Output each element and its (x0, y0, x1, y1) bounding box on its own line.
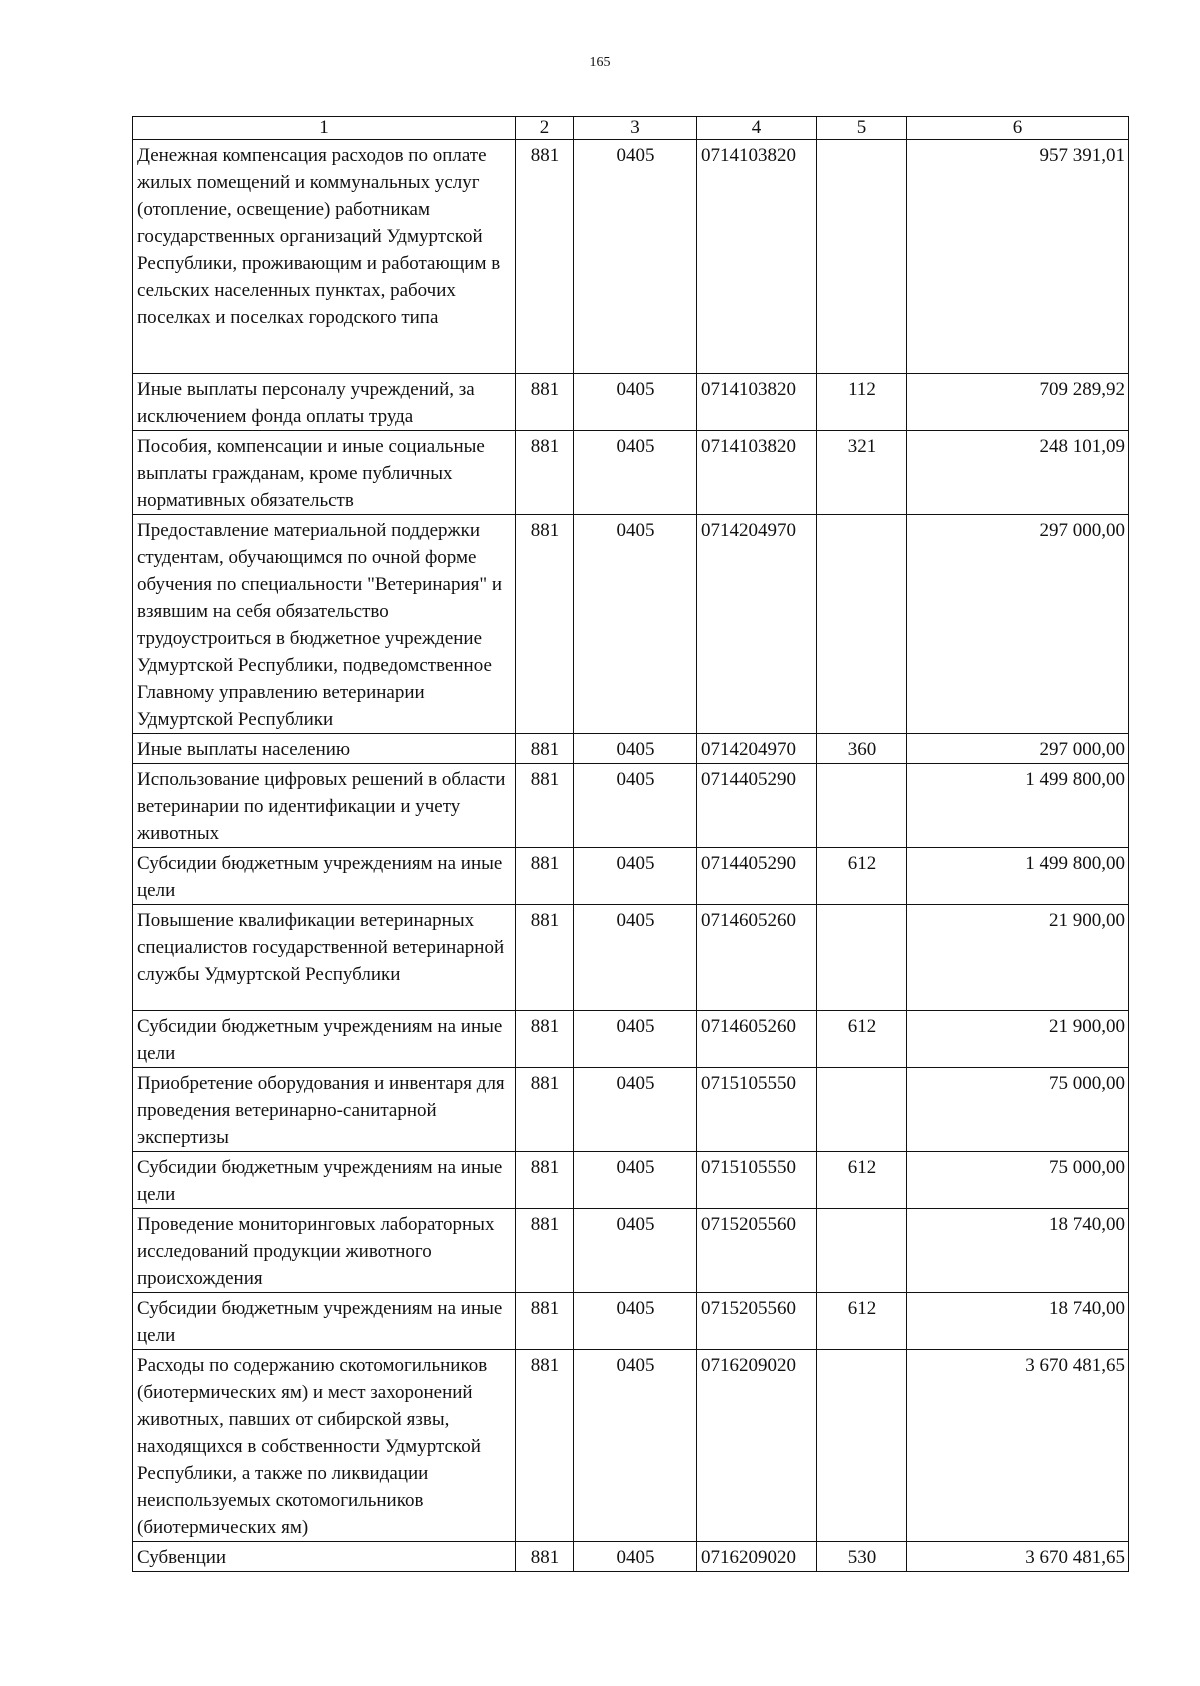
section-code: 0405 (574, 905, 697, 1011)
expense-name: Приобретение оборудования и инвентаря для проведения ветеринарно-санитарной экспертизы (133, 1068, 516, 1152)
amount: 248 101,09 (907, 431, 1129, 515)
target-code: 0716209020 (697, 1350, 817, 1542)
target-code: 0714605260 (697, 1011, 817, 1068)
table-row (133, 374, 1129, 431)
target-code: 0715105550 (697, 1068, 817, 1152)
section-code: 0405 (574, 1293, 697, 1350)
table-row (133, 1293, 1129, 1350)
expense-type-code (817, 1068, 907, 1152)
expense-name: Денежная компенсация расходов по оплате жилых помещений и коммунальных услуг (отопление, освещение) работникам государственных организаций Удмуртской Республики, проживающим и работающим в сельских населенных пунктах, рабочих поселках и поселках городского типа (133, 140, 516, 374)
amount: 297 000,00 (907, 515, 1129, 734)
section-code: 0405 (574, 1068, 697, 1152)
section-code: 0405 (574, 1209, 697, 1293)
admin-code: 881 (516, 1350, 574, 1542)
column-header: 2 (516, 117, 574, 140)
column-header: 3 (574, 117, 697, 140)
expense-name: Предоставление материальной поддержки студентам, обучающимся по очной форме обучения по специальности "Ветеринария" и взявшим на себя обязательство трудоустроиться в бюджетное учреждение Удмуртской Республики, подведомственное Главному управлению ветеринарии Удмуртской Республики (133, 515, 516, 734)
expense-name: Субвенции (133, 1542, 516, 1572)
budget-table (132, 116, 1129, 1572)
table-row (133, 1542, 1129, 1572)
section-code: 0405 (574, 1152, 697, 1209)
table-row (133, 515, 1129, 734)
expense-type-code: 612 (817, 1293, 907, 1350)
expense-name: Субсидии бюджетным учреждениям на иные цели (133, 1152, 516, 1209)
amount: 21 900,00 (907, 1011, 1129, 1068)
expense-name: Субсидии бюджетным учреждениям на иные цели (133, 848, 516, 905)
target-code: 0714103820 (697, 431, 817, 515)
table-row (133, 848, 1129, 905)
section-code: 0405 (574, 1011, 697, 1068)
amount: 3 670 481,65 (907, 1350, 1129, 1542)
amount: 18 740,00 (907, 1293, 1129, 1350)
amount: 1 499 800,00 (907, 764, 1129, 848)
target-code: 0714605260 (697, 905, 817, 1011)
column-header: 6 (907, 117, 1129, 140)
expense-name: Расходы по содержанию скотомогильников (биотермических ям) и мест захоронений животных, павших от сибирской язвы, находящихся в собственности Удмуртской Республики, а также по ликвидации неиспользуемых скотомогильников (биотермических ям) (133, 1350, 516, 1542)
expense-name: Пособия, компенсации и иные социальные выплаты гражданам, кроме публичных нормативных обязательств (133, 431, 516, 515)
section-code: 0405 (574, 1350, 697, 1542)
expense-name: Субсидии бюджетным учреждениям на иные цели (133, 1011, 516, 1068)
section-code: 0405 (574, 1542, 697, 1572)
admin-code: 881 (516, 1209, 574, 1293)
expense-type-code (817, 140, 907, 374)
target-code: 0716209020 (697, 1542, 817, 1572)
target-code: 0714204970 (697, 734, 817, 764)
target-code: 0714103820 (697, 374, 817, 431)
amount: 3 670 481,65 (907, 1542, 1129, 1572)
section-code: 0405 (574, 431, 697, 515)
admin-code: 881 (516, 374, 574, 431)
expense-type-code (817, 905, 907, 1011)
admin-code: 881 (516, 1293, 574, 1350)
expense-type-code: 530 (817, 1542, 907, 1572)
admin-code: 881 (516, 905, 574, 1011)
admin-code: 881 (516, 515, 574, 734)
expense-type-code (817, 515, 907, 734)
expense-name: Проведение мониторинговых лабораторных исследований продукции животного происхождения (133, 1209, 516, 1293)
expense-type-code: 612 (817, 848, 907, 905)
page-number: 165 (589, 55, 611, 70)
expense-type-code (817, 764, 907, 848)
amount: 21 900,00 (907, 905, 1129, 1011)
section-code: 0405 (574, 764, 697, 848)
amount: 1 499 800,00 (907, 848, 1129, 905)
expense-name: Субсидии бюджетным учреждениям на иные цели (133, 1293, 516, 1350)
expense-name: Иные выплаты населению (133, 734, 516, 764)
table-row (133, 1068, 1129, 1152)
expense-name: Использование цифровых решений в области ветеринарии по идентификации и учету животных (133, 764, 516, 848)
admin-code: 881 (516, 431, 574, 515)
section-code: 0405 (574, 140, 697, 374)
admin-code: 881 (516, 764, 574, 848)
column-header: 4 (697, 117, 817, 140)
target-code: 0714204970 (697, 515, 817, 734)
expense-type-code: 612 (817, 1152, 907, 1209)
table-row (133, 734, 1129, 764)
table-row (133, 1152, 1129, 1209)
expense-type-code (817, 1209, 907, 1293)
section-code: 0405 (574, 848, 697, 905)
admin-code: 881 (516, 734, 574, 764)
target-code: 0714405290 (697, 848, 817, 905)
admin-code: 881 (516, 1542, 574, 1572)
expense-type-code: 612 (817, 1011, 907, 1068)
column-header: 5 (817, 117, 907, 140)
expense-name: Повышение квалификации ветеринарных специалистов государственной ветеринарной службы Удмуртской Республики (133, 905, 516, 1011)
amount: 75 000,00 (907, 1068, 1129, 1152)
expense-type-code: 112 (817, 374, 907, 431)
table-row (133, 1011, 1129, 1068)
admin-code: 881 (516, 1068, 574, 1152)
admin-code: 881 (516, 1011, 574, 1068)
table-row (133, 1209, 1129, 1293)
table-row (133, 764, 1129, 848)
table-header-row (133, 117, 1129, 140)
target-code: 0715205560 (697, 1293, 817, 1350)
column-header: 1 (133, 117, 516, 140)
table-row (133, 140, 1129, 374)
expense-type-code: 321 (817, 431, 907, 515)
target-code: 0714405290 (697, 764, 817, 848)
table-row (133, 905, 1129, 1011)
table-row (133, 1350, 1129, 1542)
amount: 957 391,01 (907, 140, 1129, 374)
expense-name: Иные выплаты персоналу учреждений, за исключением фонда оплаты труда (133, 374, 516, 431)
expense-type-code: 360 (817, 734, 907, 764)
section-code: 0405 (574, 734, 697, 764)
amount: 709 289,92 (907, 374, 1129, 431)
amount: 297 000,00 (907, 734, 1129, 764)
expense-type-code (817, 1350, 907, 1542)
target-code: 0715205560 (697, 1209, 817, 1293)
target-code: 0714103820 (697, 140, 817, 374)
amount: 18 740,00 (907, 1209, 1129, 1293)
amount: 75 000,00 (907, 1152, 1129, 1209)
section-code: 0405 (574, 374, 697, 431)
admin-code: 881 (516, 848, 574, 905)
admin-code: 881 (516, 140, 574, 374)
target-code: 0715105550 (697, 1152, 817, 1209)
table-row (133, 431, 1129, 515)
section-code: 0405 (574, 515, 697, 734)
admin-code: 881 (516, 1152, 574, 1209)
